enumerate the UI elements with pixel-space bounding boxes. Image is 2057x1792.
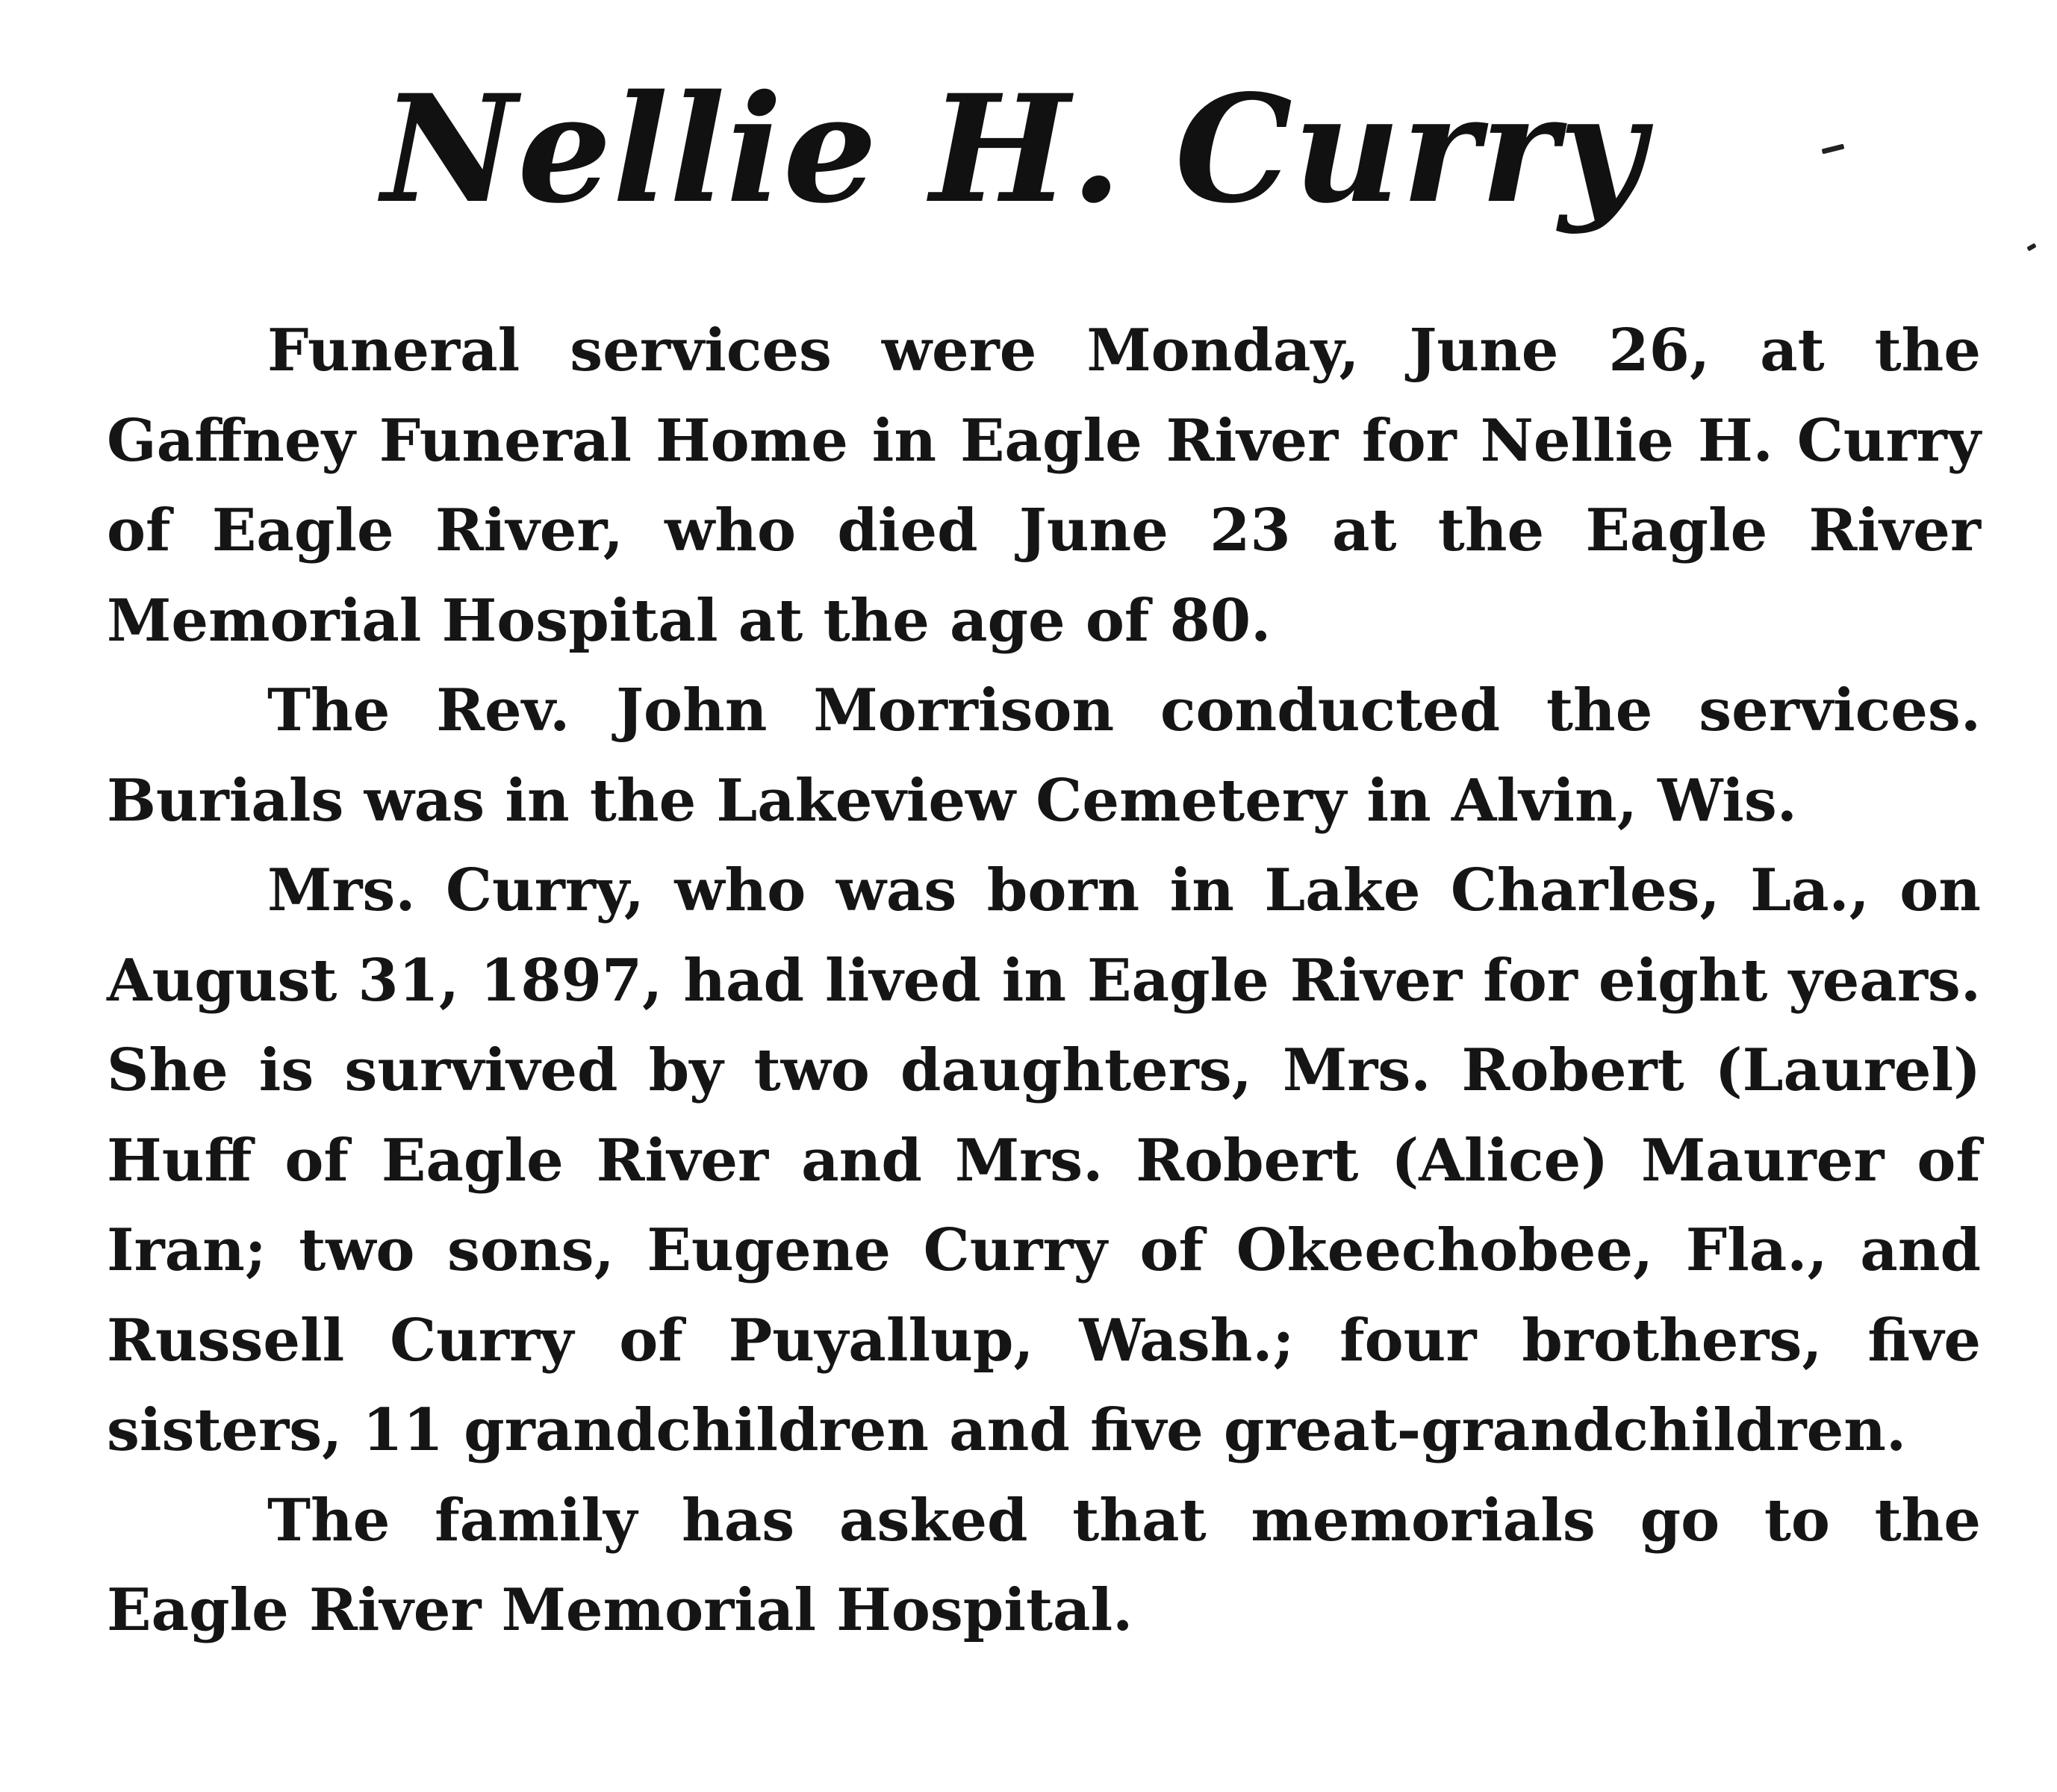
paragraph-survivors: Mrs. Curry, who was born in Lake Charles, La., on August 31, 1897, had lived in Eagle River for eight years. She is survived by two daughters, Mrs. Robert (Laurel) Huff of Eagle River and Mrs. Robert (Alice) Maurer of Iran; two sons, Eugene Curry of Okeechobee, Fla., and Russell Curry of Puyallup, Wash.; four brothers, five sisters, 11 grandchildren and five great-grandchildren. — [107, 856, 1981, 1464]
obituary-body — [107, 306, 1981, 1656]
print-speck — [2026, 243, 2036, 251]
paragraph-memorials: The family has asked that memorials go to the Eagle River Memorial Hospital. — [107, 1486, 1981, 1644]
paragraph-burial: The Rev. John Morrison conducted the services. Burials was in the Lakeview Cemetery in Alvin, Wis. — [107, 676, 1981, 835]
obituary-headline: Nellie H. Curry — [382, 62, 1646, 236]
paragraph-funeral-services: Funeral services were Monday, June 26, at the Gaffney Funeral Home in Eagle River for Nellie H. Curry of Eagle River, who died June 23 at the Eagle River Memorial Hospital at the age of 80. — [107, 317, 1981, 655]
